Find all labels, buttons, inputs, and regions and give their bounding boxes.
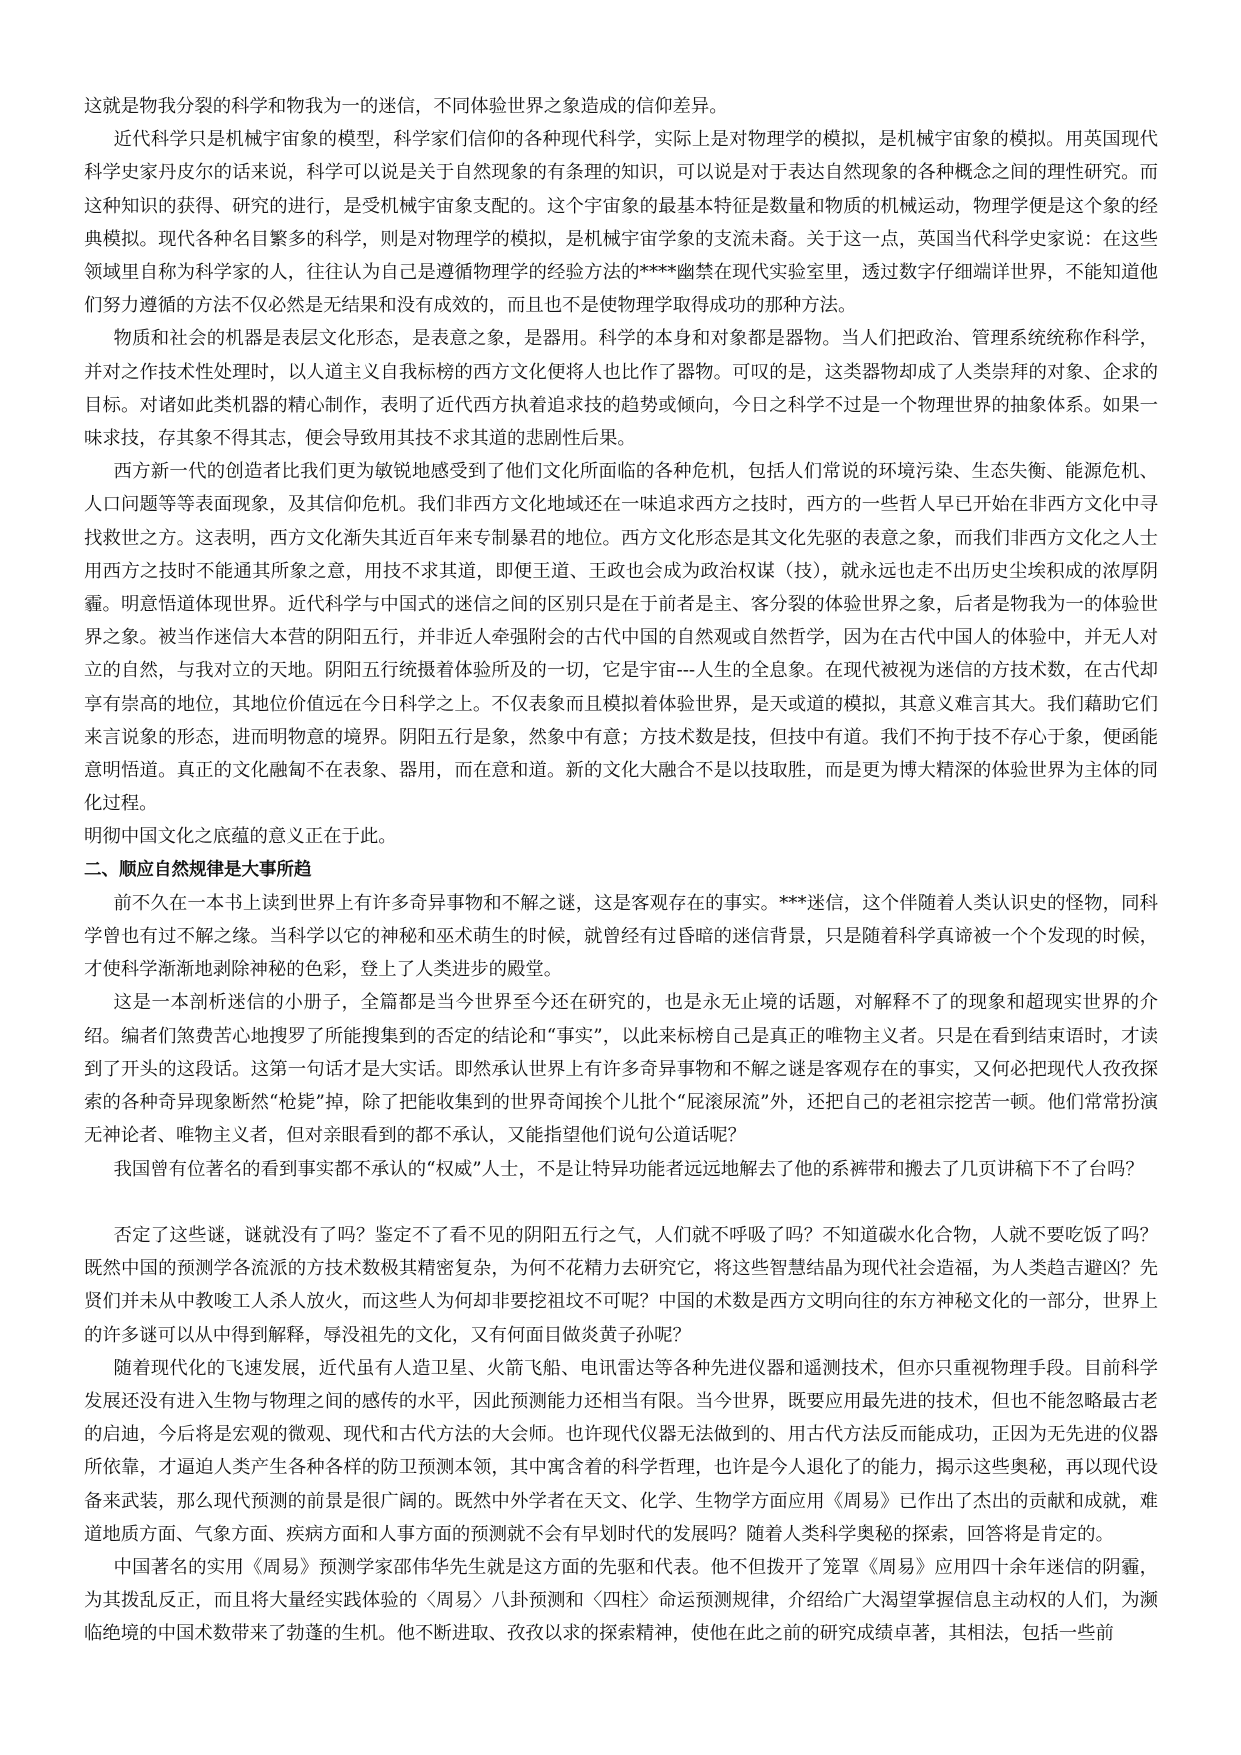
paragraph-5: 明彻中国文化之底蕴的意义正在于此。 [84,826,397,848]
paragraph-9: 否定了这些谜，谜就没有了吗？鉴定不了看不见的阴阳五行之气，人们就不呼吸了吗？不知道碳水化合物，人就不要吃饭了吗？既然中国的预测学各流派的方技术数极其精密复杂，为何不花精力去研究它，将这些智慧结晶为现代社会造福，为人类趋吉避凶？先贤们并未从中教唆工人杀人放火，而这些人为何却非要挖祖坟不可呢？中国的术数是西方文明向往的东方神秘文化的一部分，世界上的许多谜可以从中得到解释，辱没祖先的文化，又有何面目做炎黄子孙呢？ [84,1224,1158,1346]
document-page [84,90,1158,1651]
blank-line [84,1186,1158,1219]
section-heading: 二、顺应自然规律是大事所趋 [84,859,312,880]
paragraph-11: 中国著名的实用《周易》预测学家邵伟华先生就是这方面的先驱和代表。他不但拨开了笼罩《周易》应用四十余年迷信的阴霾，为其拨乱反正，而且将大量经实践体验的〈周易〉八卦预测和〈四柱〉命运预测规律，介绍给广大渴望掌握信息主动权的人们，为濒临绝境的中国术数带来了勃蓬的生机。他不断进取、孜孜以求的探索精神，使他在此之前的研究成绩卓著，其相法，包括一些前 [84,1556,1158,1645]
paragraph-2: 近代科学只是机械宇宙象的模型，科学家们信仰的各种现代科学，实际上是对物理学的模拟，是机械宇宙象的模拟。用英国现代科学史家丹皮尔的话来说，科学可以说是关于自然现象的有条理的知识，可以说是对于表达自然现象的各种概念之间的理性研究。而这种知识的获得、研究的进行，是受机械宇宙象支配的。这个宇宙象的最基本特征是数量和物质的机械运动，物理学便是这个象的经典模拟。现代各种名目繁多的科学，则是对物理学的模拟，是机械宇宙学象的支流未裔。关于这一点，英国当代科学史家说：在这些领域里自称为科学家的人，往往认为自己是遵循物理学的经验方法的****幽禁在现代实验室里，透过数字仔细端详世界，不能知道他们努力遵循的方法不仅必然是无结果和没有成效的，而且也不是使物理学取得成功的那种方法。 [84,129,1158,317]
paragraph-10: 随着现代化的飞速发展，近代虽有人造卫星、火箭飞船、电讯雷达等各种先进仪器和遥测技术，但亦只重视物理手段。目前科学发展还没有进入生物与物理之间的感传的水平，因此预测能力还相当有限。当今世界，既要应用最先进的技术，但也不能忽略最古老的启迪，今后将是宏观的微观、现代和古代方法的大会师。也许现代仪器无法做到的、用古代方法反而能成功，正因为无先进的仪器所依靠，才逼迫人类产生各种各样的防卫预测本领，其中寓含着的科学哲理，也许是今人退化了的能力，揭示这些奥秘，再以现代设备来武装，那么现代预测的前景是很广阔的。既然中外学者在天文、化学、生物学方面应用《周易》已作出了杰出的贡献和成就，难道地质方面、气象方面、疾病方面和人事方面的预测就不会有早划时代的发展吗？随着人类科学奥秘的探索，回答将是肯定的。 [84,1357,1158,1545]
paragraph-8: 我国曾有位著名的看到事实都不承认的“权威”人士，不是让特异功能者远远地解去了他的系裤带和搬去了几页讲稿下不了台吗？ [113,1158,1144,1180]
paragraph-7: 这是一本剖析迷信的小册子，全篇都是当今世界至今还在研究的，也是永无止境的话题，对解释不了的现象和超现实世界的介绍。编者们煞费苦心地搜罗了所能搜集到的否定的结论和“事实”，以此来标榜自己是真正的唯物主义者。只是在看到结束语时，才读到了开头的这段话。这第一句话才是大实话。即然承认世界上有许多奇异事物和不解之谜是客观存在的事实，又何必把现代人孜孜探索的各种奇异现象断然“枪毙”掉，除了把能收集到的世界奇闻挨个儿批个“屁滚尿流”外，还把自己的老祖宗挖苦一顿。他们常常扮演无神论者、唯物主义者，但对亲眼看到的都不承认，又能指望他们说句公道话呢？ [84,992,1158,1147]
paragraph-1: 这就是物我分裂的科学和物我为一的迷信，不同体验世界之象造成的信仰差异。 [84,96,728,117]
paragraph-4: 西方新一代的创造者比我们更为敏锐地感受到了他们文化所面临的各种危机，包括人们常说的环境污染、生态失衡、能源危机、人口问题等等表面现象，及其信仰危机。我们非西方文化地域还在一味追求西方之技时，西方的一些哲人早已开始在非西方文化中寻找救世之方。这表明，西方文化渐失其近百年来专制暴君的地位。西方文化形态是其文化先驱的表意之象，而我们非西方文化之人士用西方之技时不能通其所象之意，用技不求其道，即便王道、王政也会成为政治权谋（技），就永远也走不出历史尘埃积成的浓厚阴霾。明意悟道体现世界。近代科学与中国式的迷信之间的区别只是在于前者是主、客分裂的体验世界之象，后者是物我为一的体验世界之象。被当作迷信大本营的阴阳五行，并非近人牵强附会的古代中国的自然观或自然哲学，因为在古代中国人的体验中，并无人对立的自然，与我对立的天地。阴阳五行统摄着体验所及的一切，它是宇宙---人生的全息象。在现代被视为迷信的方技术数，在古代却享有崇高的地位，其地位价值远在今日科学之上。不仅表象而且模拟着体验世界，是天或道的模拟，其意义难言其大。我们藉助它们来言说象的形态，进而明物意的境界。阴阳五行是象，然象中有意；方技术数是技，但技中有道。我们不拘于技不存心于象，便函能意明悟道。真正的文化融匐不在表象、器用，而在意和道。新的文化大融合不是以技取胜，而是更为博大精深的体验世界为主体的同化过程。 [84,461,1158,815]
paragraph-3: 物质和社会的机器是表层文化形态，是表意之象，是器用。科学的本身和对象都是器物。当人们把政治、管理系统统称作科学，并对之作技术性处理时，以人道主义自我标榜的西方文化便将人也比作了器物。可叹的是，这类器物却成了人类崇拜的对象、企求的目标。对诸如此类机器的精心制作，表明了近代西方执着追求技的趋势或倾向，今日之科学不过是一个物理世界的抽象体系。如果一味求技，存其象不得其志，便会导致用其技不求其道的悲剧性后果。 [84,328,1158,450]
paragraph-6: 前不久在一本书上读到世界上有许多奇异事物和不解之谜，这是客观存在的事实。***迷信，这个伴随着人类认识史的怪物，同科学曾也有过不解之缘。当科学以它的神秘和巫术萌生的时候，就曾经有过昏暗的迷信背景，只是随着科学真谛被一个个发现的时候，才使科学渐渐地剥除神秘的色彩，登上了人类进步的殿堂。 [84,892,1158,981]
